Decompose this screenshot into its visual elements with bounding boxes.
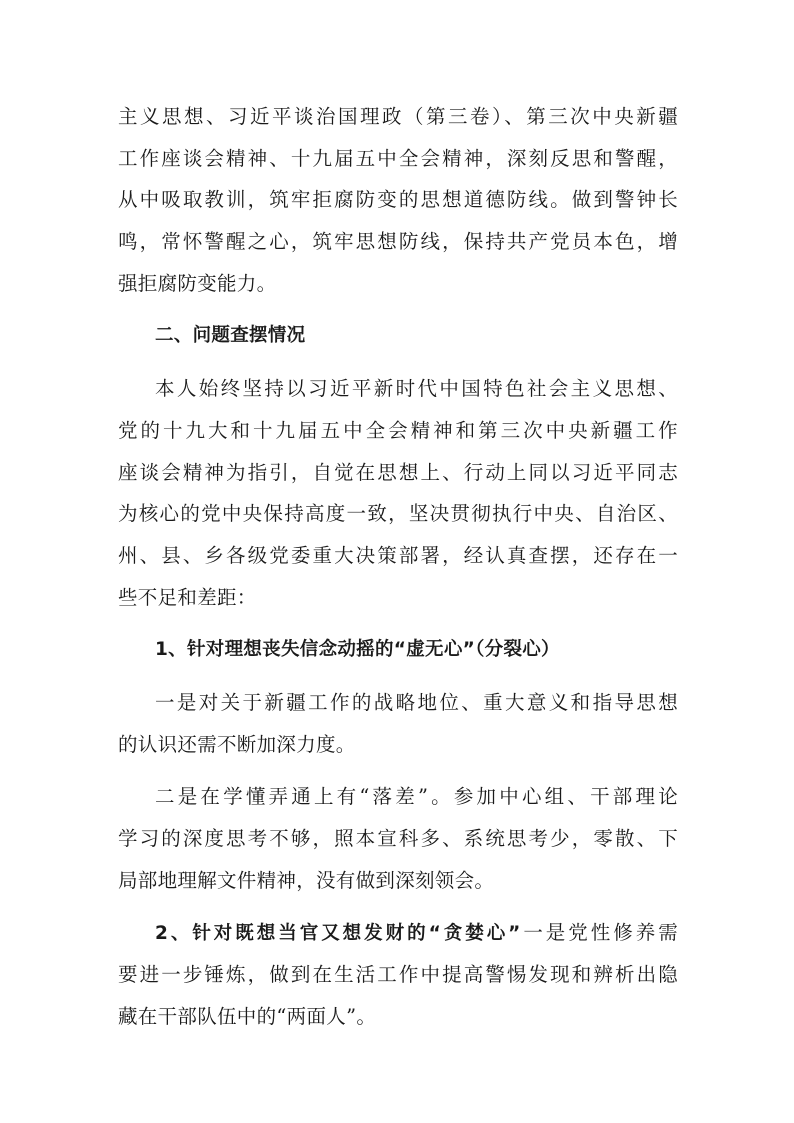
inline-text: 一是党性修养需	[520, 921, 678, 945]
text-line: 鸣，常怀警醒之心，筑牢思想防线，保持共产党员本色，增	[118, 230, 678, 254]
paragraph-self-review	[118, 368, 678, 618]
document-body	[118, 96, 678, 1037]
text-line: 学习的深度思考不够，照本宣科多、系统思考少，零散、下	[118, 827, 678, 850]
section-heading: 二、问题查摆情况	[155, 325, 306, 347]
text-line: 党的十九大和十九届五中全会精神和第三次中央新疆工作	[118, 418, 678, 442]
subsection-heading: 1、针对理想丧失信念动摇的“虚无心”（分裂心）	[155, 639, 560, 661]
text-line: 藏在干部队伍中的“两面人”。	[118, 1004, 377, 1028]
paragraph-point-two	[118, 776, 678, 901]
text-line: 些不足和差距：	[118, 585, 257, 609]
text-line	[118, 912, 678, 954]
text-line: 为核心的党中央保持高度一致，坚决贯彻执行中央、自治区、	[118, 502, 678, 526]
text-line: 二是在学懂弄通上有“落差”。参加中心组、干部理论	[155, 785, 678, 809]
text-line: 本人始终坚持以习近平新时代中国特色社会主义思想、	[155, 377, 678, 401]
paragraph-greed	[118, 912, 678, 1037]
text-line: 要进一步锤炼，做到在生活工作中提高警惕发现和辨析出隐	[118, 963, 678, 987]
text-line: 主义思想、习近平谈治国理政（第三卷）、第三次中央新疆	[118, 105, 678, 128]
text-line: 强拒腐防变能力。	[118, 271, 277, 295]
text-line: 工作座谈会精神、十九届五中全会精神，深刻反思和警醒，	[118, 146, 678, 170]
text-line: 的认识还需不断加深力度。	[118, 732, 356, 756]
text-line: 座谈会精神为指引，自觉在思想上、行动上同以习近平同志	[118, 460, 678, 484]
text-line: 一是对关于新疆工作的战略地位、重大意义和指导思想	[155, 690, 678, 714]
inline-bold-heading: 2、针对既想当官又想发财的“贪婪心”	[155, 923, 521, 945]
text-line: 局部地理解文件精神，没有做到深刻领会。	[118, 868, 495, 892]
text-line: 州、县、乡各级党委重大决策部署，经认真查摆，还存在一	[118, 543, 678, 567]
paragraph-point-one	[118, 682, 678, 765]
text-line: 从中吸取教训，筑牢拒腐防变的思想道德防线。做到警钟长	[118, 188, 678, 212]
paragraph-intro-continuation	[118, 96, 678, 304]
